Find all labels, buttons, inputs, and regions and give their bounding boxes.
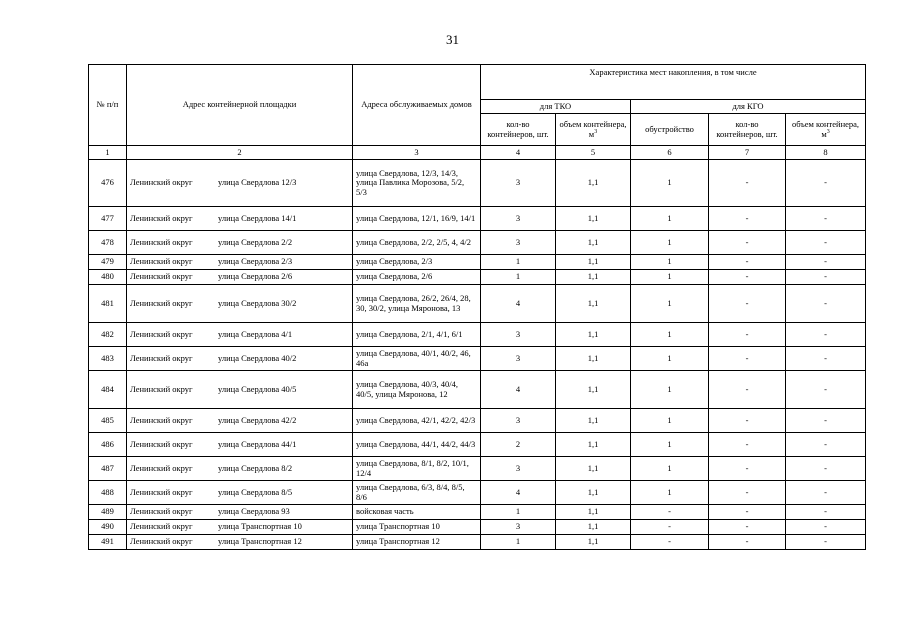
served-houses: улица Свердлова, 44/1, 44/2, 44/3 — [353, 433, 481, 457]
table-row — [89, 481, 866, 505]
street-address: улица Свердлова 2/6 — [218, 271, 293, 282]
tko-container-count: 4 — [481, 481, 556, 505]
kgo-container-count: - — [709, 535, 786, 550]
tko-container-volume: 1,1 — [556, 160, 631, 207]
district-name: Ленинский округ — [130, 236, 193, 247]
kgo-arrangement: 1 — [631, 371, 709, 409]
served-houses: улица Свердлова, 2/1, 4/1, 6/1 — [353, 323, 481, 347]
table-row — [89, 433, 866, 457]
street-address: улица Свердлова 2/2 — [218, 236, 293, 247]
column-number: 7 — [709, 146, 786, 160]
tko-container-volume: 1,1 — [556, 481, 631, 505]
table-row — [89, 371, 866, 409]
kgo-container-count: - — [709, 409, 786, 433]
kgo-arrangement: 1 — [631, 457, 709, 481]
kgo-container-count: - — [709, 371, 786, 409]
kgo-container-volume: - — [786, 255, 866, 270]
kgo-container-volume: - — [786, 323, 866, 347]
district-name: Ленинский округ — [130, 352, 193, 363]
row-number: 477 — [89, 207, 127, 231]
table-row — [89, 535, 866, 550]
kgo-container-count: - — [709, 255, 786, 270]
column-number: 2 — [127, 146, 353, 160]
row-number: 484 — [89, 371, 127, 409]
tko-container-volume: 1,1 — [556, 409, 631, 433]
row-number: 486 — [89, 433, 127, 457]
kgo-container-volume: - — [786, 347, 866, 371]
street-address: улица Свердлова 8/5 — [218, 486, 293, 497]
kgo-container-count: - — [709, 207, 786, 231]
kgo-container-count: - — [709, 270, 786, 285]
served-houses: улица Свердлова, 42/1, 42/2, 42/3 — [353, 409, 481, 433]
kgo-container-volume: - — [786, 481, 866, 505]
served-houses: улица Свердлова, 12/3, 14/3, улица Павлика Морозова, 5/2, 5/3 — [353, 160, 481, 207]
street-address: улица Свердлова 93 — [218, 506, 290, 517]
street-address: улица Свердлова 2/3 — [218, 256, 293, 267]
served-houses: улица Свердлова, 2/2, 2/5, 4, 4/2 — [353, 231, 481, 255]
row-number: 487 — [89, 457, 127, 481]
tko-container-count: 3 — [481, 231, 556, 255]
district-name: Ленинский округ — [130, 462, 193, 473]
row-number: 491 — [89, 535, 127, 550]
kgo-container-volume: - — [786, 535, 866, 550]
tko-container-volume: 1,1 — [556, 231, 631, 255]
tko-container-volume: 1,1 — [556, 323, 631, 347]
table-row — [89, 160, 866, 207]
kgo-container-volume: - — [786, 207, 866, 231]
district-name: Ленинский округ — [130, 521, 193, 532]
row-number: 490 — [89, 520, 127, 535]
street-address: улица Свердлова 14/1 — [218, 212, 297, 223]
table-row — [89, 520, 866, 535]
street-address: улица Свердлова 44/1 — [218, 438, 297, 449]
tko-container-count: 4 — [481, 285, 556, 323]
kgo-container-volume: - — [786, 433, 866, 457]
kgo-container-count: - — [709, 160, 786, 207]
row-number: 488 — [89, 481, 127, 505]
tko-container-volume: 1,1 — [556, 457, 631, 481]
tko-container-volume: 1,1 — [556, 285, 631, 323]
header-tko: для ТКО — [481, 100, 631, 114]
header-kgo: для КГО — [631, 100, 866, 114]
site-address — [127, 481, 353, 505]
column-number: 1 — [89, 146, 127, 160]
kgo-container-volume: - — [786, 520, 866, 535]
header-served: Адреса обслуживаемых домов — [353, 65, 481, 146]
tko-container-volume: 1,1 — [556, 255, 631, 270]
served-houses: войсковая часть — [353, 505, 481, 520]
street-address: улица Свердлова 30/2 — [218, 297, 297, 308]
table-row — [89, 207, 866, 231]
served-houses: улица Свердлова, 2/6 — [353, 270, 481, 285]
row-number: 480 — [89, 270, 127, 285]
kgo-container-count: - — [709, 520, 786, 535]
served-houses: улица Свердлова, 12/1, 16/9, 14/1 — [353, 207, 481, 231]
header-num: № п/п — [89, 65, 127, 146]
header-kgo-volume: объем контейнера, $м^3$ — [786, 114, 866, 146]
kgo-arrangement: 1 — [631, 409, 709, 433]
tko-container-volume: 1,1 — [556, 433, 631, 457]
site-address — [127, 535, 353, 550]
tko-container-volume: 1,1 — [556, 505, 631, 520]
district-name: Ленинский округ — [130, 328, 193, 339]
column-numbers-row — [89, 146, 866, 160]
kgo-arrangement: 1 — [631, 481, 709, 505]
kgo-arrangement: 1 — [631, 285, 709, 323]
tko-container-count: 3 — [481, 160, 556, 207]
kgo-arrangement: 1 — [631, 347, 709, 371]
kgo-container-count: - — [709, 323, 786, 347]
table-row — [89, 231, 866, 255]
tko-container-count: 1 — [481, 505, 556, 520]
kgo-container-count: - — [709, 285, 786, 323]
site-address — [127, 231, 353, 255]
tko-container-volume: 1,1 — [556, 347, 631, 371]
row-number: 483 — [89, 347, 127, 371]
tko-container-volume: 1,1 — [556, 520, 631, 535]
kgo-arrangement: 1 — [631, 323, 709, 347]
table-row — [89, 505, 866, 520]
kgo-arrangement: 1 — [631, 207, 709, 231]
street-address: улица Свердлова 40/2 — [218, 352, 297, 363]
table-row — [89, 409, 866, 433]
kgo-arrangement: - — [631, 505, 709, 520]
district-name: Ленинский округ — [130, 212, 193, 223]
site-address — [127, 255, 353, 270]
district-name: Ленинский округ — [130, 177, 193, 188]
tko-container-count: 3 — [481, 409, 556, 433]
tko-container-volume: 1,1 — [556, 371, 631, 409]
district-name: Ленинский округ — [130, 297, 193, 308]
kgo-container-volume: - — [786, 231, 866, 255]
kgo-arrangement: 1 — [631, 160, 709, 207]
served-houses: улица Свердлова, 8/1, 8/2, 10/1, 12/4 — [353, 457, 481, 481]
tko-container-count: 4 — [481, 371, 556, 409]
served-houses: улица Транспортная 10 — [353, 520, 481, 535]
kgo-container-volume: - — [786, 371, 866, 409]
kgo-container-volume: - — [786, 505, 866, 520]
tko-container-volume: 1,1 — [556, 207, 631, 231]
kgo-container-count: - — [709, 231, 786, 255]
table-row — [89, 285, 866, 323]
street-address: улица Свердлова 40/5 — [218, 383, 297, 394]
street-address: улица Транспортная 10 — [218, 521, 302, 532]
kgo-arrangement: 1 — [631, 255, 709, 270]
row-number: 478 — [89, 231, 127, 255]
served-houses: улица Свердлова, 40/3, 40/4, 40/5, улица Мяронова, 12 — [353, 371, 481, 409]
table-row — [89, 457, 866, 481]
district-name: Ленинский округ — [130, 536, 193, 547]
kgo-container-volume: - — [786, 409, 866, 433]
kgo-container-count: - — [709, 505, 786, 520]
site-address — [127, 505, 353, 520]
kgo-container-volume: - — [786, 160, 866, 207]
tko-container-volume: 1,1 — [556, 535, 631, 550]
site-address — [127, 409, 353, 433]
street-address: улица Свердлова 42/2 — [218, 414, 297, 425]
district-name: Ленинский округ — [130, 486, 193, 497]
street-address: улица Свердлова 4/1 — [218, 328, 293, 339]
district-name: Ленинский округ — [130, 438, 193, 449]
kgo-container-count: - — [709, 481, 786, 505]
kgo-arrangement: 1 — [631, 270, 709, 285]
header-address: Адрес контейнерной площадки — [127, 65, 353, 146]
district-name: Ленинский округ — [130, 256, 193, 267]
served-houses: улица Свердлова, 26/2, 26/4, 28, 30, 30/2, улица Мяронова, 13 — [353, 285, 481, 323]
served-houses: улица Транспортная 12 — [353, 535, 481, 550]
site-address — [127, 207, 353, 231]
column-number: 3 — [353, 146, 481, 160]
header-kgo-arrangement: обустройство — [631, 114, 709, 146]
kgo-arrangement: - — [631, 520, 709, 535]
street-address: улица Транспортная 12 — [218, 536, 302, 547]
street-address: улица Свердлова 8/2 — [218, 462, 293, 473]
kgo-arrangement: 1 — [631, 433, 709, 457]
tko-container-count: 1 — [481, 270, 556, 285]
row-number: 476 — [89, 160, 127, 207]
tko-container-count: 3 — [481, 347, 556, 371]
site-address — [127, 433, 353, 457]
page-number: 31 — [446, 32, 459, 47]
tko-container-count: 3 — [481, 207, 556, 231]
tko-container-count: 3 — [481, 323, 556, 347]
tko-container-volume: 1,1 — [556, 270, 631, 285]
kgo-container-volume: - — [786, 285, 866, 323]
served-houses: улица Свердлова, 40/1, 40/2, 46, 46а — [353, 347, 481, 371]
header-tko-volume: объем контейнера, $м^3$ — [556, 114, 631, 146]
row-number: 489 — [89, 505, 127, 520]
column-number: 6 — [631, 146, 709, 160]
served-houses: улица Свердлова, 6/3, 8/4, 8/5, 8/6 — [353, 481, 481, 505]
row-number: 482 — [89, 323, 127, 347]
district-name: Ленинский округ — [130, 414, 193, 425]
site-address — [127, 160, 353, 207]
tko-container-count: 1 — [481, 255, 556, 270]
table-row — [89, 323, 866, 347]
kgo-container-count: - — [709, 347, 786, 371]
table-row — [89, 255, 866, 270]
tko-container-count: 3 — [481, 520, 556, 535]
column-number: 5 — [556, 146, 631, 160]
row-number: 481 — [89, 285, 127, 323]
kgo-container-volume: - — [786, 270, 866, 285]
site-address — [127, 371, 353, 409]
district-name: Ленинский округ — [130, 271, 193, 282]
kgo-container-count: - — [709, 457, 786, 481]
site-address — [127, 457, 353, 481]
column-number: 8 — [786, 146, 866, 160]
tko-container-count: 2 — [481, 433, 556, 457]
table-row — [89, 347, 866, 371]
site-address — [127, 347, 353, 371]
kgo-container-count: - — [709, 433, 786, 457]
site-address — [127, 520, 353, 535]
kgo-arrangement: - — [631, 535, 709, 550]
site-address — [127, 323, 353, 347]
tko-container-count: 1 — [481, 535, 556, 550]
table-row — [89, 270, 866, 285]
district-name: Ленинский округ — [130, 383, 193, 394]
district-name: Ленинский округ — [130, 506, 193, 517]
kgo-container-volume: - — [786, 457, 866, 481]
kgo-arrangement: 1 — [631, 231, 709, 255]
header-tko-count: кол-во контейнеров, шт. — [481, 114, 556, 146]
served-houses: улица Свердлова, 2/3 — [353, 255, 481, 270]
column-number: 4 — [481, 146, 556, 160]
container-sites-table — [88, 64, 866, 550]
site-address — [127, 285, 353, 323]
header-kgo-count: кол-во контейнеров, шт. — [709, 114, 786, 146]
street-address: улица Свердлова 12/3 — [218, 177, 297, 188]
site-address — [127, 270, 353, 285]
tko-container-count: 3 — [481, 457, 556, 481]
row-number: 485 — [89, 409, 127, 433]
row-number: 479 — [89, 255, 127, 270]
header-characteristics: Характеристика мест накопления, в том числе — [481, 65, 866, 100]
